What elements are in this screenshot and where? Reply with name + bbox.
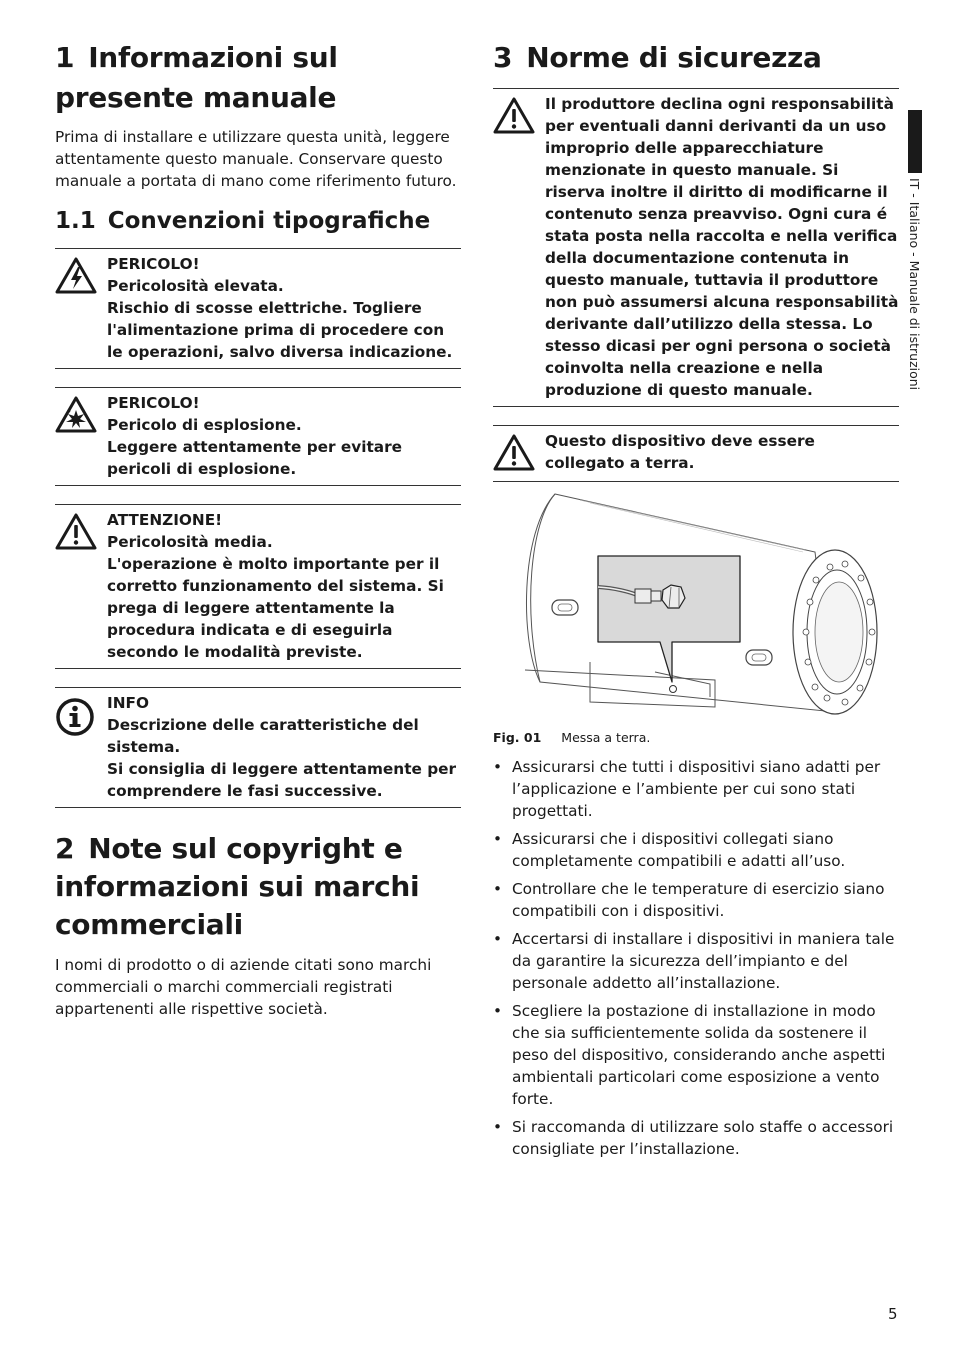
section-number: 1	[55, 41, 75, 74]
subsection-title: Convenzioni tipografiche	[107, 208, 431, 234]
list-item: • Accertarsi di installare i dispositivi in maniera tale da garantire la sicurezza dell’impianto e del personale addetto all’installazione.	[493, 928, 899, 994]
note-subtitle: Descrizione delle caratteristiche del sistema.	[107, 716, 419, 756]
info-icon	[55, 692, 107, 802]
warning-icon	[493, 93, 545, 401]
grounding-figure	[515, 492, 880, 722]
section-3-heading	[493, 38, 899, 78]
subsection-number: 1.1	[55, 208, 96, 234]
note-text: Questo dispositivo deve essere collegato a terra.	[545, 432, 815, 472]
note-subtitle: Pericolo di esplosione.	[107, 416, 302, 434]
section-tab-marker	[908, 110, 922, 173]
note-title: INFO	[107, 694, 149, 712]
section-title: Informazioni sul presente manuale	[55, 41, 338, 114]
section-number: 3	[493, 41, 513, 74]
section-title: Note sul copyright e informazioni sui marchi commerciali	[55, 832, 420, 941]
copyright-paragraph: I nomi di prodotto o di aziende citati sono marchi commerciali o marchi commerciali registrati appartenenti alle rispettive società.	[55, 956, 432, 1018]
list-item: • Scegliere la postazione di installazione in modo che sia sufficientemente solida da sostenere il peso del dispositivo, considerando anche aspetti ambientali particolari come esposizione a vento forte.	[493, 1000, 899, 1110]
note-title: PERICOLO!	[107, 255, 200, 273]
note-text: Rischio di scosse elettriche. Togliere l'alimentazione prima di procedere con le operazioni, salvo diversa indicazione.	[107, 299, 453, 361]
side-language-label: IT - Italiano - Manuale di istruzioni	[907, 178, 922, 391]
intro-paragraph: Prima di installare e utilizzare questa unità, leggere attentamente questo manuale. Conservare questo manuale a portata di mano come riferimento futuro.	[55, 128, 457, 190]
explosion-hazard-icon	[55, 392, 107, 480]
note-info	[55, 687, 461, 808]
section-title: Norme di sicurezza	[526, 41, 822, 74]
note-subtitle: Pericolosità media.	[107, 533, 273, 551]
section-2-heading	[55, 830, 461, 944]
note-danger-electric	[55, 248, 461, 369]
page-number: 5	[888, 1305, 898, 1323]
warning-icon	[493, 430, 545, 476]
note-title: ATTENZIONE!	[107, 511, 223, 529]
note-danger-explosion	[55, 387, 461, 486]
note-title: PERICOLO!	[107, 394, 200, 412]
note-subtitle: Pericolosità elevata.	[107, 277, 284, 295]
list-item: • Assicurarsi che i dispositivi collegati siano completamente compatibili e adatti all’uso.	[493, 828, 899, 872]
left-column	[55, 38, 461, 1020]
note-text: Leggere attentamente per evitare pericoli di esplosione.	[107, 438, 403, 478]
note-text: Il produttore declina ogni responsabilità per eventuali danni derivanti da un uso improprio delle apparecchiature menzionate in questo manuale. Si riserva inoltre il diritto di modificarne il contenuto senza preavviso. Ogni cura é stata posta nella raccolta e nella verifica della documentazione contenuta in questo manuale, tuttavia il produttore non può assumersi alcuna responsabilità derivante dall’utilizzo della stessa. Lo stesso dicasi per ogni persona o società coinvolta nella creazione e nella produzione di questo manuale.	[545, 95, 899, 399]
note-caution	[55, 504, 461, 669]
figure-caption-text: Messa a terra.	[561, 730, 651, 745]
safety-bullet-list	[493, 756, 899, 1166]
electric-hazard-icon	[55, 253, 107, 363]
note-text: L'operazione è molto importante per il corretto funzionamento del sistema. Si prega di leggere attentamente la procedura indicata e di eseguirla secondo le modalità previste.	[107, 555, 444, 661]
note-text: Si consiglia di leggere attentamente per comprendere le fasi successive.	[107, 760, 457, 800]
note-disclaimer	[493, 88, 899, 407]
section-1-heading	[55, 38, 461, 118]
list-item: • Controllare che le temperature di esercizio siano compatibili con i dispositivi.	[493, 878, 899, 922]
warning-icon	[55, 509, 107, 663]
figure-label: Fig. 01	[493, 730, 542, 745]
list-item: • Assicurarsi che tutti i dispositivi siano adatti per l’applicazione e l’ambiente per cui sono stati progettati.	[493, 756, 899, 822]
note-grounding	[493, 425, 899, 482]
list-item: • Si raccomanda di utilizzare solo staffe o accessori consigliate per l’installazione.	[493, 1116, 899, 1160]
figure-caption	[493, 730, 650, 745]
section-number: 2	[55, 832, 75, 865]
subsection-1-1-heading	[55, 208, 461, 234]
